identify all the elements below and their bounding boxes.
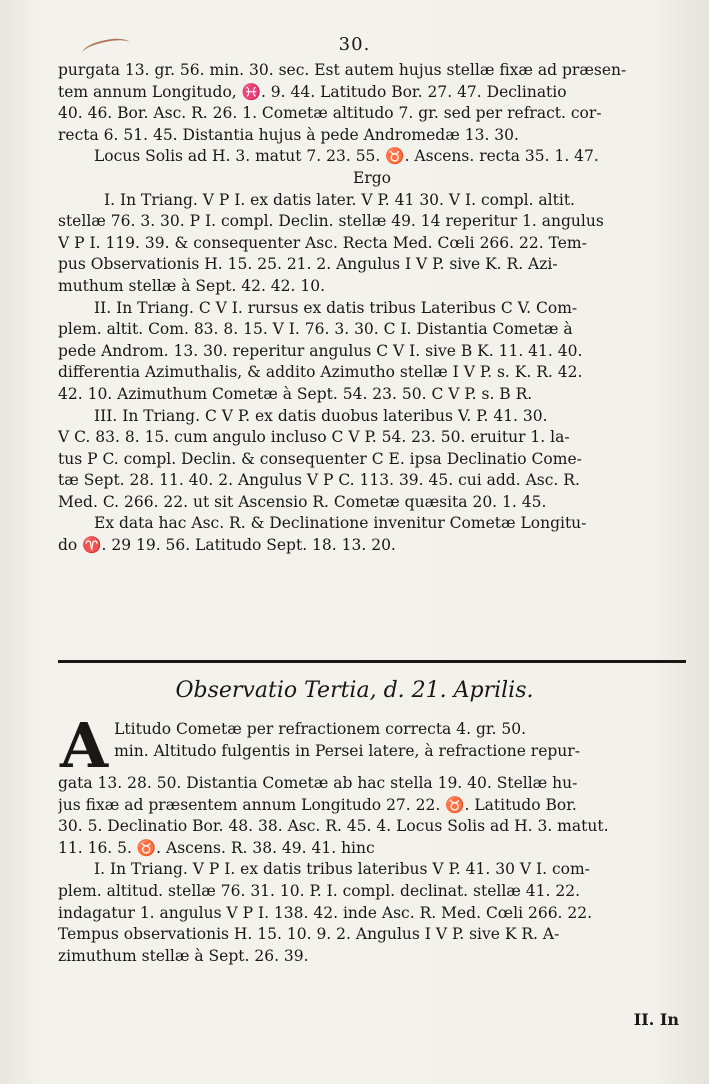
text-line: Ex data hac Asc. R. & Declinatione invenitur Cometæ Longitu- xyxy=(94,514,587,533)
text-line: indagatur 1. angulus V P I. 138. 42. inde Asc. R. Med. Cœli 266. 22. xyxy=(58,903,593,922)
text-line: 42. 10. Azimuthum Cometæ à Sept. 54. 23. 50. C V P. s. B R. xyxy=(58,384,533,403)
text-line: V P I. 119. 39. & consequenter Asc. Recta Med. Cœli 266. 22. Tem- xyxy=(58,233,587,252)
locus-solis-line: Locus Solis ad H. 3. matut 7. 23. 55. ♉. Ascens. recta 35. 1. 47. xyxy=(94,147,599,166)
body-text-top xyxy=(58,60,686,557)
text-line: tus P C. compl. Declin. & consequenter C E. ipsa Declinatio Come- xyxy=(58,449,582,468)
text-line: III. In Triang. C V P. ex datis duobus lateribus V. P. 41. 30. xyxy=(94,406,548,425)
text-line: zimuthum stellæ à Sept. 26. 39. xyxy=(58,946,309,965)
text-line: I. In Triang. V P I. ex datis later. V P. 41 30. V I. compl. altit. xyxy=(104,190,575,209)
text-line: pede Androm. 13. 30. reperitur angulus C V I. sive B K. 11. 41. 40. xyxy=(58,341,583,360)
text-line: plem. altit. Com. 83. 8. 15. V I. 76. 3. 30. C I. Distantia Cometæ à xyxy=(58,320,573,339)
text-line: 40. 46. Bor. Asc. R. 26. 1. Cometæ altitudo 7. gr. sed per refract. cor- xyxy=(58,104,602,123)
text-line: V C. 83. 8. 15. cum angulo incluso C V P. 54. 23. 50. eruitur 1. la- xyxy=(58,428,570,447)
page-number: 30. xyxy=(338,34,371,55)
text-line: recta 6. 51. 45. Distantia hujus à pede Andromedæ 13. 30. xyxy=(58,125,519,144)
paragraph-3 xyxy=(58,298,686,406)
text-line: differentia Azimuthalis, & addito Azimutho stellæ I V P. s. K. R. 42. xyxy=(58,363,583,382)
text-line: 30. 5. Declinatio Bor. 48. 38. Asc. R. 45. 4. Locus Solis ad H. 3. matut. xyxy=(58,817,609,836)
text-line: II. In Triang. C V I. rursus ex datis tribus Lateribus C V. Com- xyxy=(94,298,578,317)
text-line: stellæ 76. 3. 30. P I. compl. Declin. stellæ 49. 14 reperitur 1. angulus xyxy=(58,212,604,231)
text-line: jus fixæ ad præsentem annum Longitudo 27. 22. ♉. Latitudo Bor. xyxy=(58,795,577,814)
paragraph-2 xyxy=(58,190,686,298)
text-line: gata 13. 28. 50. Distantia Cometæ ab hac stella 19. 40. Stellæ hu- xyxy=(58,774,578,792)
text-line: min. Altitudo fulgentis in Persei latere, à refractione repur- xyxy=(114,741,580,760)
paragraph-7 xyxy=(58,858,686,966)
text-line: Ltitudo Cometæ per refractionem correcta 4. gr. 50. xyxy=(114,720,527,738)
paragraph-5 xyxy=(58,513,686,556)
text-line: pus Observationis H. 15. 25. 21. 2. Angulus I V P. sive K. R. Azi- xyxy=(58,255,558,274)
catchword: II. In xyxy=(633,1010,679,1029)
observation-heading: Observatio Tertia, d. 21. Aprilis. xyxy=(175,678,534,703)
drop-cap: A xyxy=(60,709,109,782)
text-line: do ♈. 29 19. 56. Latitudo Sept. 18. 13. 20. xyxy=(58,536,396,555)
ergo-heading: Ergo xyxy=(353,168,391,187)
text-line: 11. 16. 5. ♉. Ascens. R. 38. 49. 41. hinc xyxy=(58,838,375,857)
text-line: plem. altitud. stellæ 76. 31. 10. P. I. compl. declinat. stellæ 41. 22. xyxy=(58,881,581,900)
text-line: Tempus observationis H. 15. 10. 9. 2. Angulus I V P. sive K R. A- xyxy=(58,925,560,944)
paragraph-6 xyxy=(58,709,686,858)
text-line: muthum stellæ à Sept. 42. 42. 10. xyxy=(58,276,326,295)
paragraph-1 xyxy=(58,60,686,146)
text-line: Med. C. 266. 22. ut sit Ascensio R. Cometæ quæsita 20. 1. 45. xyxy=(58,492,547,511)
body-text-bottom xyxy=(58,709,686,966)
section-divider xyxy=(58,660,686,663)
paragraph-4 xyxy=(58,406,686,514)
text-line: purgata 13. gr. 56. min. 30. sec. Est autem hujus stellæ fixæ ad præsen- xyxy=(58,61,627,79)
text-line: tæ Sept. 28. 11. 40. 2. Angulus V P C. 113. 39. 45. cui add. Asc. R. xyxy=(58,471,580,490)
text-line: I. In Triang. V P I. ex datis tribus lateribus V P. 41. 30 V I. com- xyxy=(94,860,590,879)
text-line: tem annum Longitudo, ♓. 9. 44. Latitudo Bor. 27. 47. Declinatio xyxy=(58,82,567,101)
